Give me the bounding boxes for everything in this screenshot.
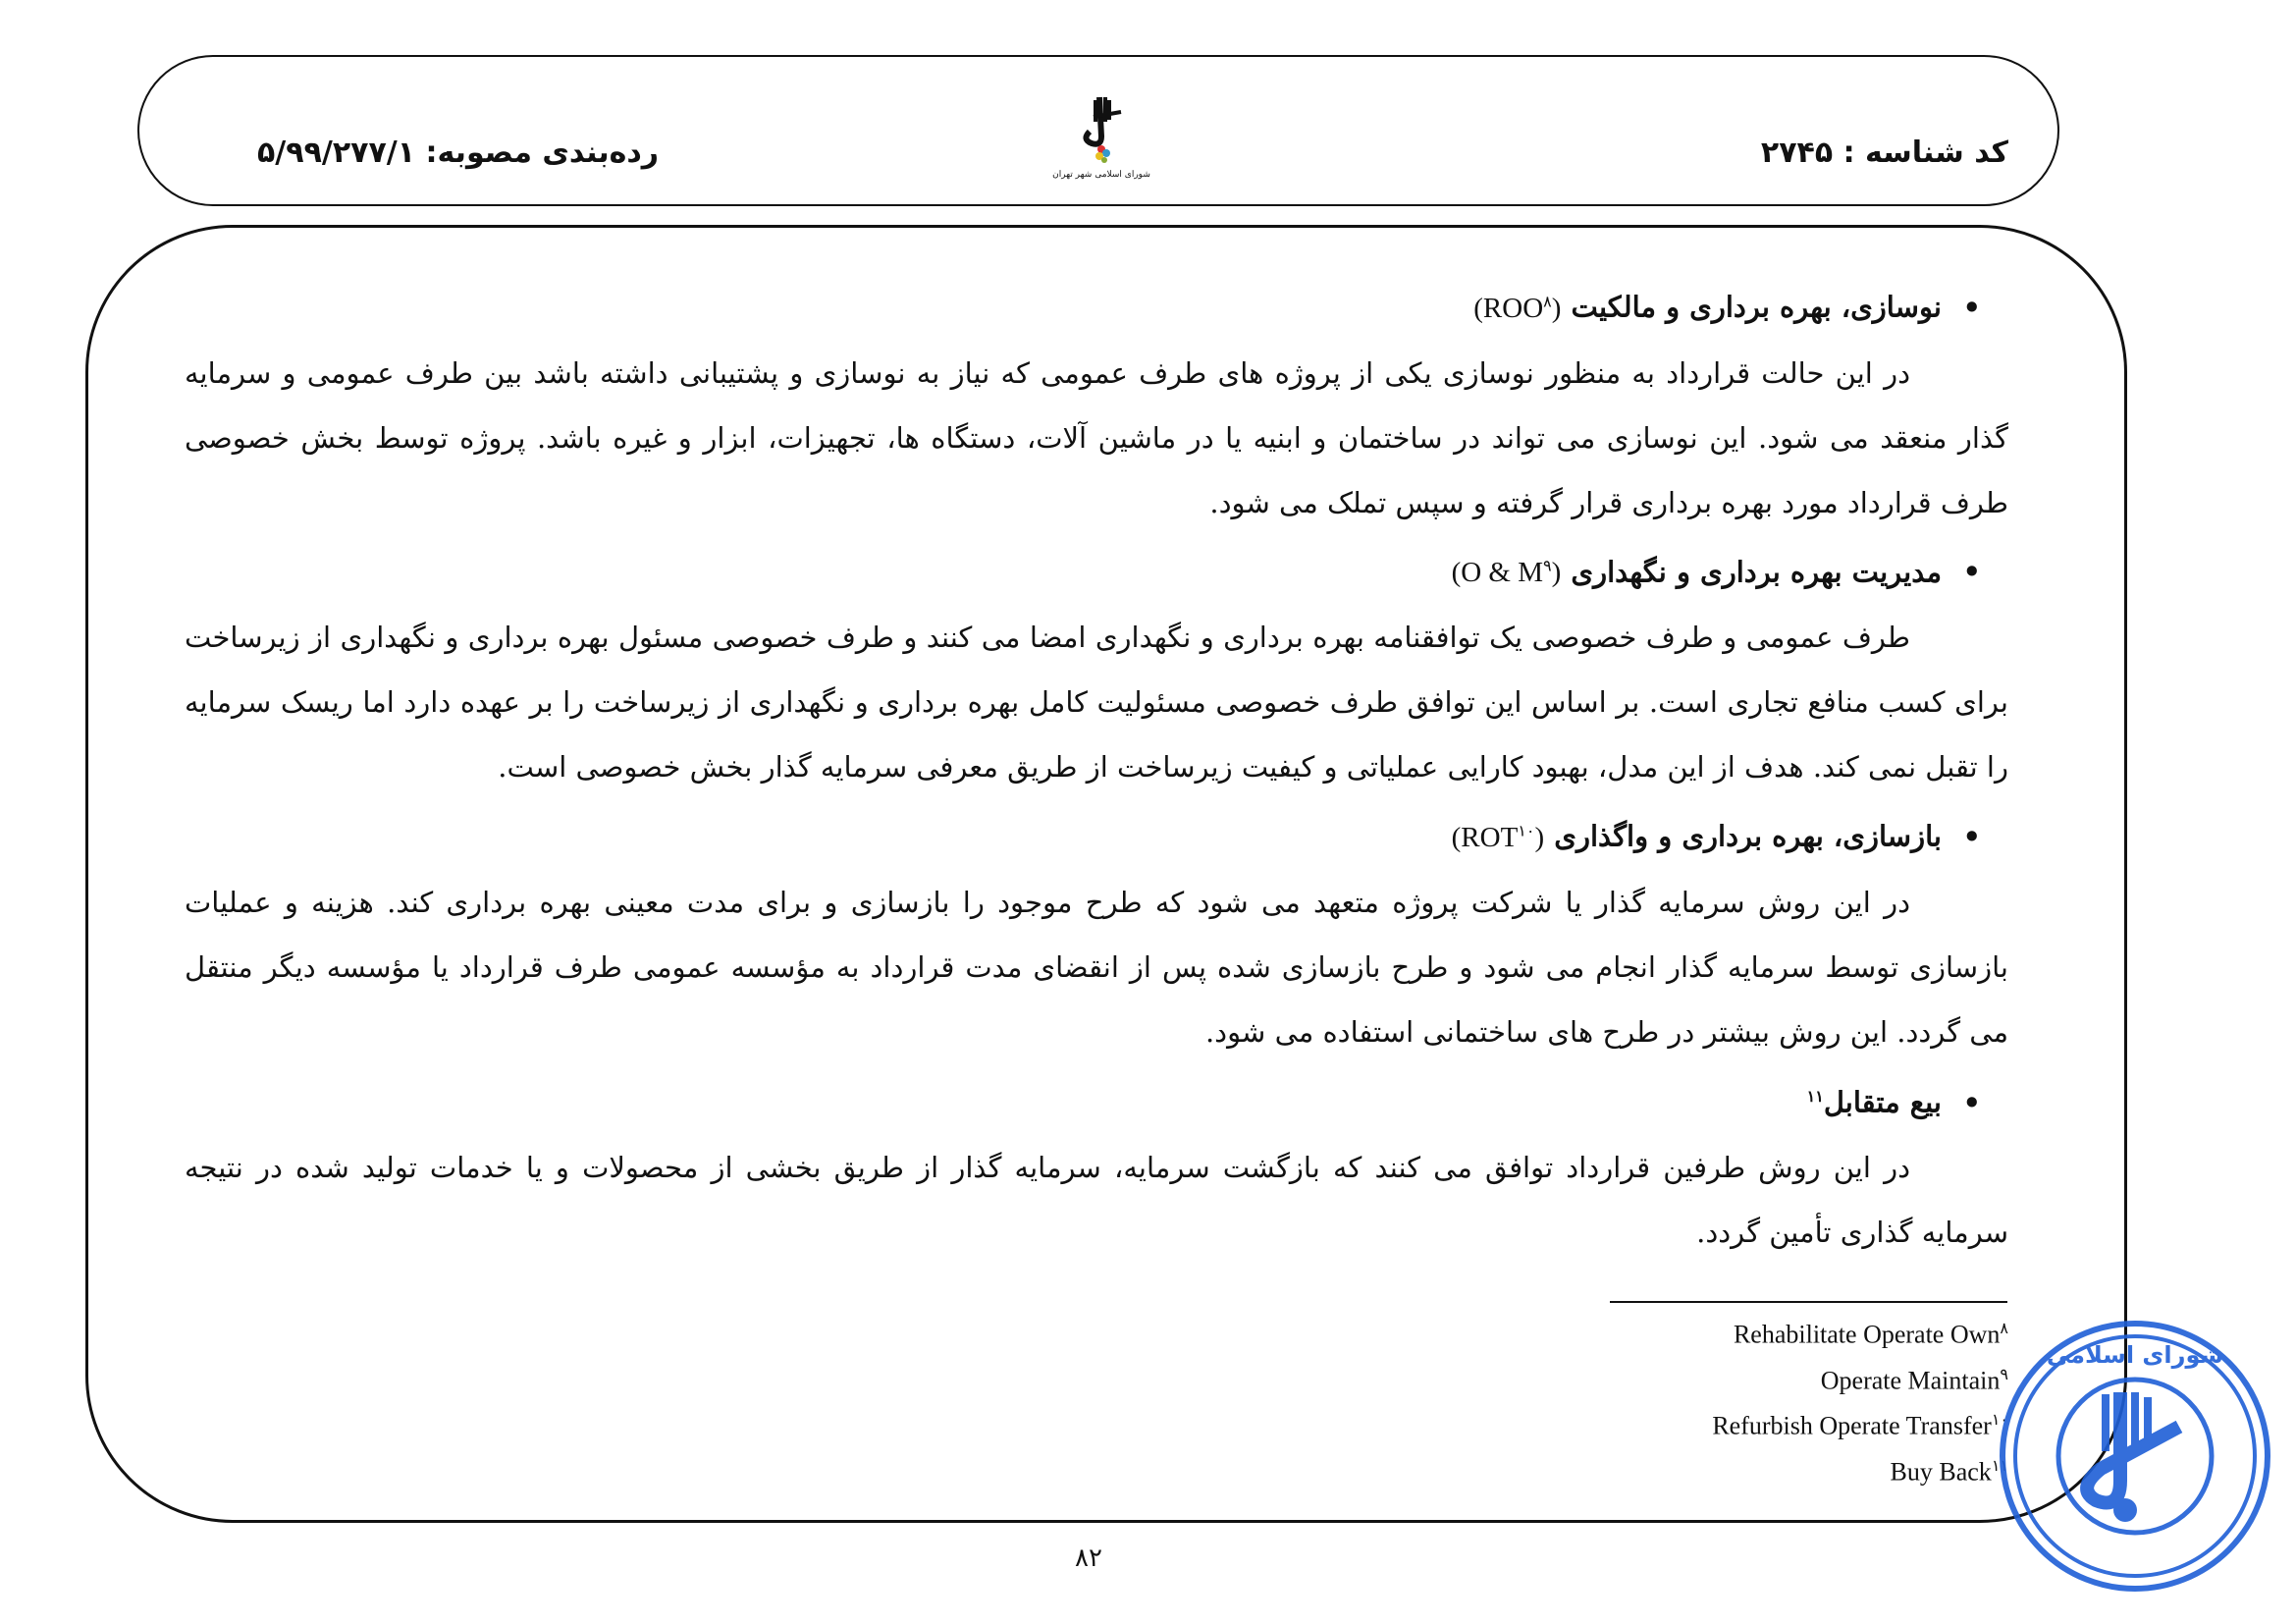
document-code: کد شناسه : ۲۷۴۵	[1760, 135, 2008, 170]
classification-number: رده‌بندی مصوبه: ۵/۹۹/۲۷۷/۱	[257, 135, 660, 170]
footnote-ref: ۱۰	[1518, 823, 1535, 840]
footnote-text: Rehabilitate Operate Own	[1733, 1320, 2001, 1349]
footnote-text: Refurbish Operate Transfer	[1712, 1411, 1992, 1440]
abbr: (ROO	[1473, 292, 1544, 324]
footnote-text: Buy Back	[1890, 1457, 1992, 1487]
footnote-number: ۱۱	[1991, 1458, 2008, 1475]
footnote-text: Operate Maintain	[1820, 1366, 2001, 1395]
page-number: ۸۲	[1075, 1543, 1102, 1573]
abbr: (ROT	[1451, 821, 1519, 853]
footnote	[1712, 1410, 2008, 1441]
page-header	[137, 55, 2059, 206]
footnote-ref: ۱۱	[1806, 1086, 1824, 1106]
section-heading: •بیع متقابل$^{۱۱}$	[1806, 1085, 1981, 1119]
abbr: (O & M	[1451, 557, 1544, 589]
section-om	[185, 535, 2008, 800]
footnote-ref: ۹	[1543, 558, 1552, 575]
heading-text: نوسازی، بهره برداری و مالکیت	[1571, 290, 1942, 324]
footnote-divider	[1610, 1301, 2007, 1303]
section-paragraph: در این روش طرفین قرارداد توافق می کنند که بازگشت سرمایه، سرمایه گذار از طریق بخشی از محصولات و یا خدمات تولید شده در نتیجه سرمایه گذاری تأمین گردد.	[185, 1150, 2008, 1249]
paren: )	[1534, 821, 1545, 853]
logo-icon	[1072, 92, 1131, 166]
footnote-ref: ۸	[1543, 294, 1552, 310]
footnote-number: ۹	[2000, 1367, 2008, 1383]
paren: )	[1551, 557, 1562, 589]
footnote	[1821, 1365, 2008, 1396]
heading-text: بیع متقابل	[1823, 1085, 1942, 1119]
section-roo	[185, 270, 2008, 535]
footnote	[1891, 1456, 2008, 1488]
council-logo	[1047, 92, 1155, 200]
section-rot	[185, 799, 2008, 1064]
section-heading: •بازسازی، بهره برداری و واگذاری (ROT$^{۱۰}$)	[1451, 819, 1981, 853]
council-stamp	[1993, 1314, 2277, 1598]
section-paragraph: در این روش سرمایه گذار یا شرکت پروژه متعهد می شود که طرح موجود را بازسازی و برای مدت معینی بهره برداری کند. هزینه و عملیات بازسازی توسط سرمایه گذار انجام می شود و طرح بازسازی شده پس از انقضای مدت قرارداد به مؤسسه عمومی طرف قرارداد یا مؤسسه دیگر منتقل می گردد. این روش بیشتر در طرح های ساختمانی استفاده می شود.	[185, 885, 2008, 1049]
section-heading: •نوسازی، بهره برداری و مالکیت (ROO$^۸$)	[1473, 290, 1981, 324]
section-paragraph: طرف عمومی و طرف خصوصی یک توافقنامه بهره برداری و نگهداری امضا می کنند و طرف خصوصی مسئول بهره برداری و نگهداری از زیرساخت برای کسب منافع تجاری است. بر اساس این توافق طرف خصوصی مسئولیت کامل بهره برداری و نگهداری از زیرساخت را بر عهده دارد اما ریسک سرمایه را تقبل نمی کند. هدف از این مدل، بهبود کارایی عملیاتی و کیفیت زیرساخت از طریق معرفی سرمایه گذار بخش خصوصی است.	[185, 621, 2008, 785]
heading-text: مدیریت بهره برداری و نگهداری	[1571, 555, 1942, 589]
section-paragraph: در این حالت قرارداد به منظور نوسازی یکی از پروژه های طرف عمومی که نیاز به نوسازی و پشتیبانی داشته باشد بین طرف عمومی و سرمایه گذار منعقد می شود. این نوسازی می تواند در ساختمان و ابنیه یا در ماشین آلات، دستگاه ها، تجهیزات، ابزار و غیره باشد. پروژه توسط بخش خصوصی طرف قرارداد مورد بهره برداری قرار گرفته و سپس تملک می شود.	[185, 355, 2008, 519]
section-buyback	[185, 1064, 2008, 1265]
heading-text: بازسازی، بهره برداری و واگذاری	[1554, 819, 1942, 853]
paren: )	[1551, 292, 1562, 324]
stamp-text: شورای اسلامی	[2046, 1341, 2224, 1369]
footnote-number: ۱۰	[1991, 1412, 2008, 1429]
section-heading: •مدیریت بهره برداری و نگهداری (O & $M^۹$)	[1451, 555, 1981, 589]
logo-text: شورای اسلامی شهر تهران	[1052, 170, 1150, 180]
footnote	[1734, 1319, 2008, 1350]
footnote-number: ۸	[2000, 1321, 2008, 1337]
document-body	[185, 270, 2008, 1265]
